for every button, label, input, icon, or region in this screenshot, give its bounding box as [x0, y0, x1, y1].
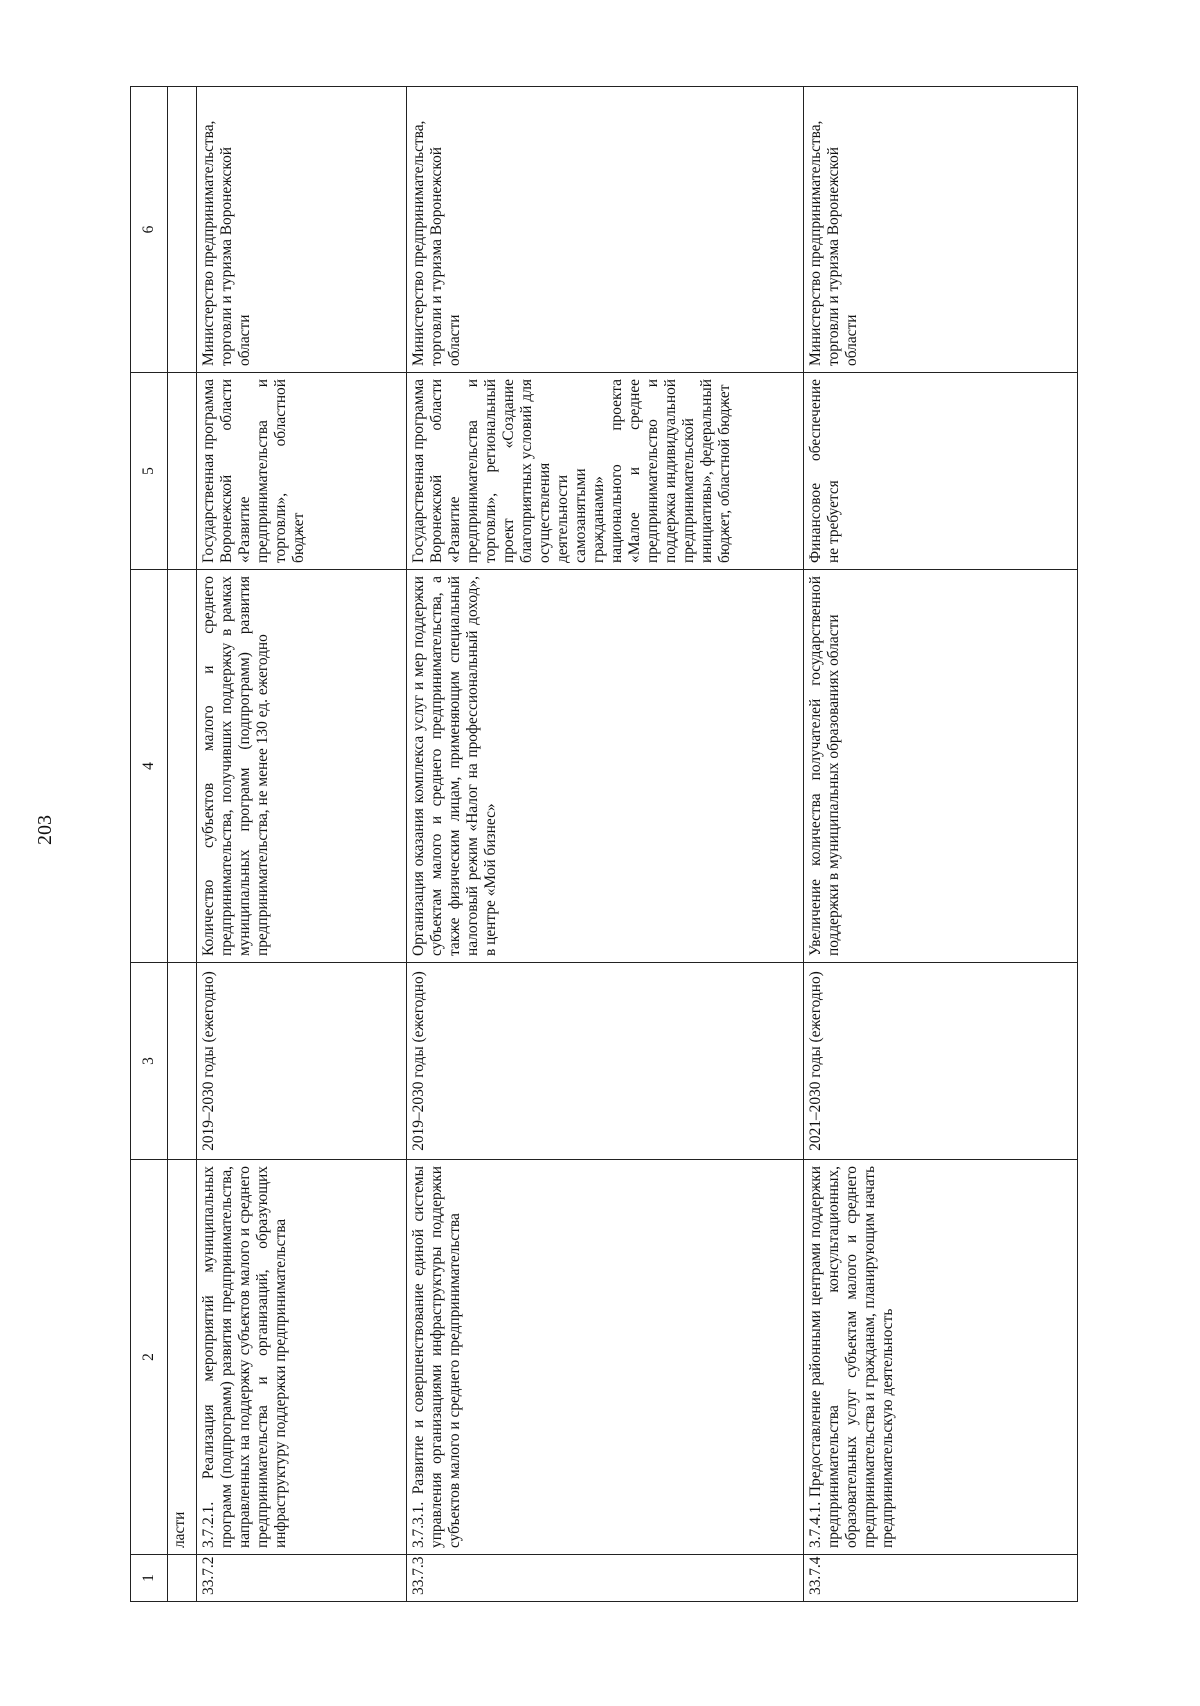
continuation-text: ласти	[168, 1160, 197, 1555]
column-header: 3	[131, 963, 168, 1160]
table-container	[130, 87, 1078, 1602]
executor-cell: Министерство предпринимательства, торговли и туризма Воронежской области	[804, 87, 1078, 373]
column-header: 5	[131, 373, 168, 570]
continuation-row	[168, 87, 197, 1602]
period-cell: 2019–2030 годы (ежегодно)	[407, 963, 804, 1160]
result-cell: Количество субъектов малого и среднего предпринимательства, получивших поддержку в рамках муниципальных программ (подпрограмм) развития предпринимательства, не менее 130 ед. ежегодно	[197, 570, 407, 963]
column-header: 6	[131, 87, 168, 373]
result-cell: Увеличение количества получателей государственной поддержки в муниципальных образованиях области	[804, 570, 1078, 963]
program-cell: Финансовое обеспечение не требуется	[804, 373, 1078, 570]
row-number: 33.7.2	[197, 1555, 407, 1602]
measure-cell: 3.7.3.1. Развитие и совершенствование единой системы управления организациями инфраструктуры поддержки субъектов малого и среднего предпринимательства	[407, 1160, 804, 1555]
column-header: 4	[131, 570, 168, 963]
column-header: 2	[131, 1160, 168, 1555]
period-cell: 2019–2030 годы (ежегодно)	[197, 963, 407, 1160]
table-row	[804, 87, 1078, 1602]
measure-cell: 3.7.4.1. Предоставление районными центрами поддержки предпринимательства консультационных, образовательных услуг субъектам малого и среднего предпринимательства и гражданам, планирующим начать предпринимательскую деятельность	[804, 1160, 1078, 1555]
result-cell: Организация оказания комплекса услуг и мер поддержки субъектам малого и среднего предпринимательства, а также физическим лицам, применяющим специальный налоговый режим «Налог на профессиональный доход», в центре «Мой бизнес»	[407, 570, 804, 963]
page-number: 203	[34, 815, 56, 845]
executor-cell: Министерство предпринимательства, торговли и туризма Воронежской области	[197, 87, 407, 373]
table-row	[407, 87, 804, 1602]
program-cell: Государственная программа Воронежской области «Развитие предпринимательства и торговли», областной бюджет	[197, 373, 407, 570]
program-cell: Государственная программа Воронежской области «Развитие предпринимательства и торговли», региональный проект «Создание благоприятных условий для осуществления деятельности самозанятыми гражданами» национального проекта «Малое и среднее предпринимательство и поддержка индивидуальной предпринимательской инициативы», федеральный бюджет, областной бюджет	[407, 373, 804, 570]
period-cell: 2021–2030 годы (ежегодно)	[804, 963, 1078, 1160]
plan-table	[130, 86, 1078, 1602]
table-row	[197, 87, 407, 1602]
row-number: 33.7.4	[804, 1555, 1078, 1602]
column-header: 1	[131, 1555, 168, 1602]
header-row	[131, 87, 168, 1602]
executor-cell: Министерство предпринимательства, торговли и туризма Воронежской области	[407, 87, 804, 373]
row-number: 33.7.3	[407, 1555, 804, 1602]
measure-cell: 3.7.2.1. Реализация мероприятий муниципальных программ (подпрограмм) развития предпринимательства, направленных на поддержку субъектов малого и среднего предпринимательства и организаций, образующих инфраструктуру поддержки предпринимательства	[197, 1160, 407, 1555]
